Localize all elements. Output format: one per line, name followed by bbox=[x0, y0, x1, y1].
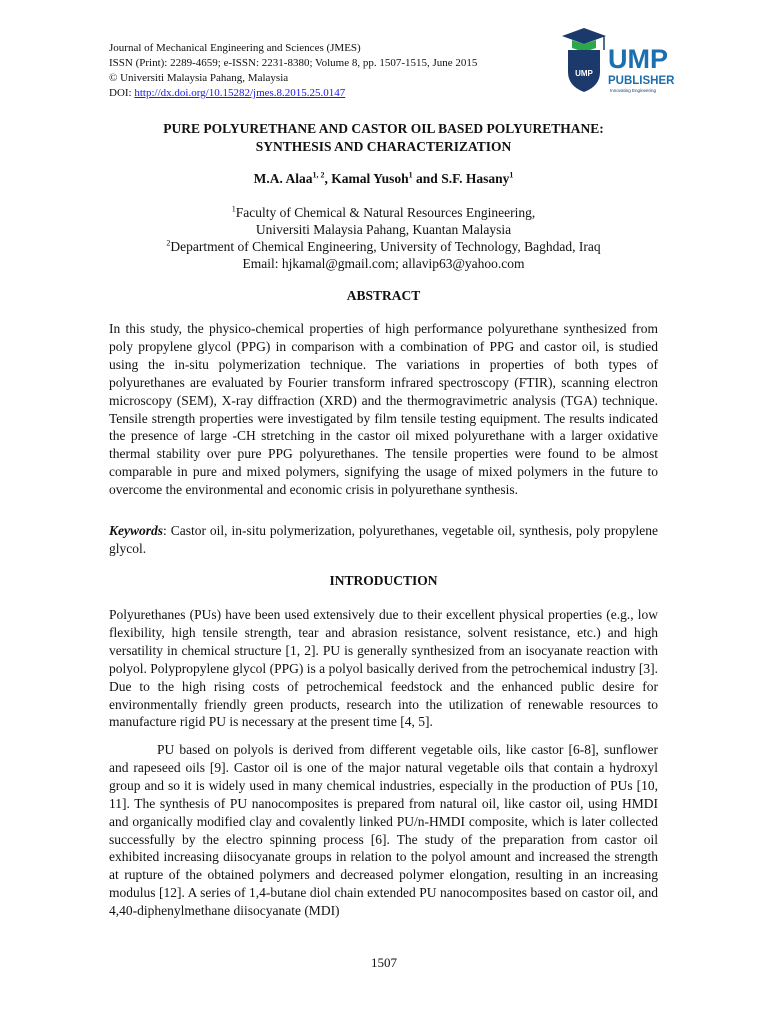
author-superscript: 1 bbox=[408, 170, 413, 180]
paper-title bbox=[109, 120, 658, 156]
journal-name: Journal of Mechanical Engineering and Sciences (JMES) bbox=[109, 42, 361, 54]
author-superscript: 1 bbox=[509, 170, 514, 180]
affiliation-text: Faculty of Chemical & Natural Resources Engineering, bbox=[235, 205, 536, 220]
email-line: Email: hjkamal@gmail.com; allavip63@yahoo.com bbox=[242, 256, 525, 271]
author-name: , Kamal Yusoh bbox=[324, 171, 409, 186]
title-line-2: SYNTHESIS AND CHARACTERIZATION bbox=[255, 139, 512, 154]
keywords-label: Keywords bbox=[109, 523, 163, 538]
author-name: and S.F. Hasany bbox=[412, 171, 510, 186]
affiliation-1-line-2: Universiti Malaysia Pahang, Kuantan Malaysia bbox=[255, 222, 512, 237]
journal-doi bbox=[109, 86, 549, 101]
ump-publisher-logo bbox=[558, 28, 675, 102]
abstract-heading: ABSTRACT bbox=[346, 288, 421, 303]
logo-side-text: UMP bbox=[575, 69, 593, 78]
journal-copyright: © Universiti Malaysia Pahang, Malaysia bbox=[109, 72, 289, 84]
journal-issn: ISSN (Print): 2289-4659; e-ISSN: 2231-8380; Volume 8, pp. 1507-1515, June 2015 bbox=[109, 57, 478, 69]
journal-header bbox=[109, 41, 549, 101]
keywords-paragraph bbox=[109, 522, 658, 558]
abstract-text: In this study, the physico-chemical properties of high performance polyurethane synthesized from poly propylene glycol (PPG) in comparison with a combination of PPG and castor oil, is studied using the in-situ polymerization technique. The variations in properties of both types of polyurethanes are evaluated by Fourier transform infrared spectroscopy (FTIR), scanning electron microscopy (SEM), X-ray diffraction (XRD) and the thermogravimetric analysis (TGA) technique. Tensile strength properties were investigated by film tensile testing equipment. The results indicated the presence of large -CH stretching in the castor oil mixed polyurethane with a larger oxidative thermal stability over pure PPG polyurethanes. The tensile properties were found to be almost comparable in pure and mixed polymers, signifying the usage of mixed polymers in the future to overcome the environmental and economic crisis in polyurethane synthesis. bbox=[109, 321, 658, 498]
affiliation-superscript: 1 bbox=[231, 204, 236, 214]
logo-tagline: Innovating Engineering bbox=[610, 88, 657, 93]
author-superscript: 1, 2 bbox=[312, 170, 325, 180]
affiliation-2 bbox=[109, 238, 658, 255]
affiliation-1 bbox=[109, 204, 658, 221]
author-list bbox=[109, 171, 658, 187]
affiliation-superscript: 2 bbox=[166, 238, 171, 248]
logo-sub-text: PUBLISHER bbox=[608, 75, 675, 87]
doi-label: DOI: bbox=[109, 87, 135, 99]
doi-link[interactable]: http://dx.doi.org/10.15282/jmes.8.2015.25.0147 bbox=[134, 87, 346, 99]
logo-main-text: UMP bbox=[608, 44, 668, 74]
intro-paragraph-2: PU based on polyols is derived from different vegetable oils, like castor [6-8], sunflower and rapeseed oils [9]. Castor oil is one of the major natural vegetable oils that contain a hydroxyl group and so it is widely used in many chemical industries, especially in the production of PUs [10, 11]. The synthesis of PU nanocomposites is prepared from natural oil, like castor oil, using HMDI and organically modified clay and covalently linked PU/n-HMDI composite, which is later collected successfully by the electro spinning process [6]. The study of the preparation from castor oil exhibited increasing diisocyanate groups in relation to the polyol amount and increased the strength at rupture of the obtained polymers and decreased polymer elongation, resulting in an increasing modulus [12]. A series of 1,4-butane diol chain extended PU nanocomposites based on castor oil, and 4,40-diphenylmethane diisocyanate (MDI) bbox=[109, 742, 658, 919]
author-name: M.A. Alaa bbox=[253, 171, 313, 186]
logo-cap-top bbox=[562, 28, 606, 44]
intro-paragraph-1: Polyurethanes (PUs) have been used extensively due to their excellent physical properties (e.g., low flexibility, high tensile strength, tear and abrasion resistance, solvent resistance, etc.) and high versatility in chemical structure [1, 2]. PU is generally synthesized from an isocyanate reaction with polyol. Polypropylene glycol (PPG) is a polyol basically derived from the petrochemical industry [3]. Due to the high rising costs of petrochemical feedstock and the enhanced public desire for environmentally friendly green products, research into the utilization of renewable resources to manufacture rigid PU is necessary at the present time [4, 5]. bbox=[109, 607, 658, 730]
affiliations bbox=[109, 204, 658, 272]
keywords-text: : Castor oil, in-situ polymerization, polyurethanes, vegetable oil, synthesis, poly propylene glycol. bbox=[109, 523, 658, 556]
title-line-1: PURE POLYURETHANE AND CASTOR OIL BASED POLYURETHANE: bbox=[163, 121, 604, 136]
introduction-heading: INTRODUCTION bbox=[329, 573, 438, 588]
page-number: 1507 bbox=[371, 955, 397, 970]
affiliation-text: Department of Chemical Engineering, University of Technology, Baghdad, Iraq bbox=[170, 239, 601, 254]
